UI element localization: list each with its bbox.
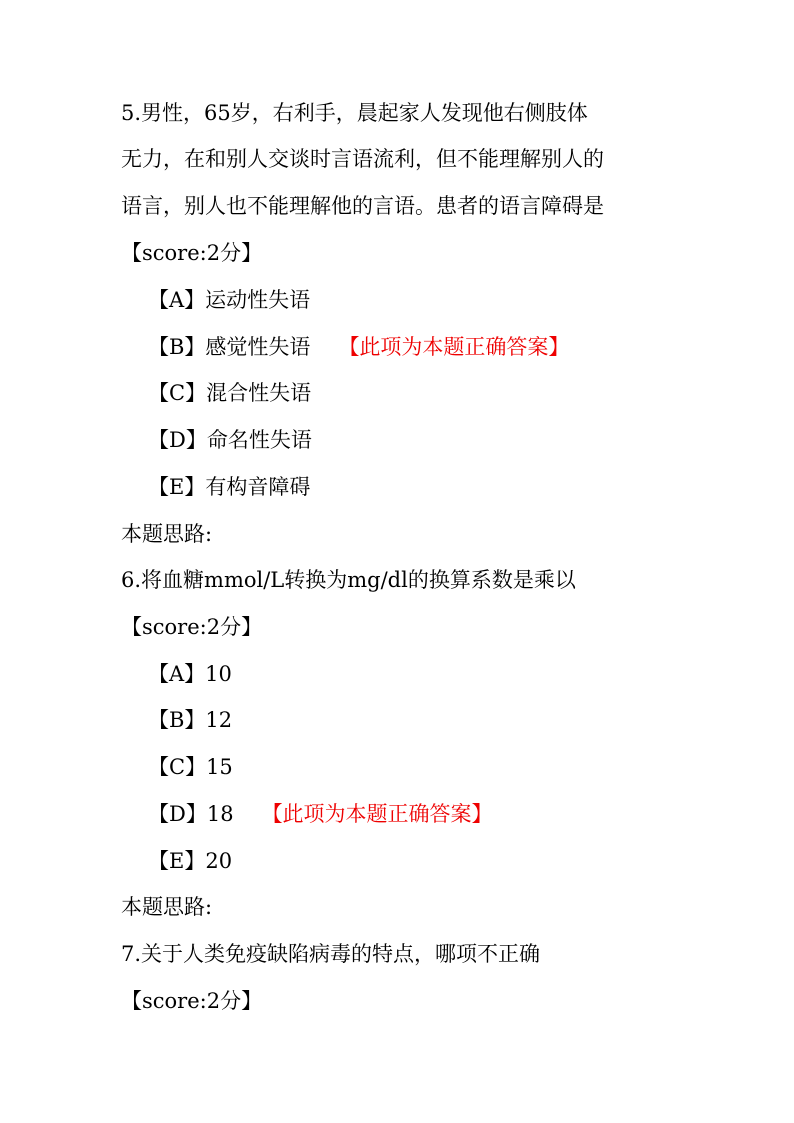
q6-option-e bbox=[148, 846, 232, 876]
q5-option-d bbox=[148, 425, 312, 455]
q6-stem-line-1: 6.将血糖mmol/L转换为mg/dl的换算系数是乘以 bbox=[121, 568, 576, 592]
q5-stem-line-2: 无力，在和别人交谈时言语流利，但不能理解别人的 bbox=[121, 147, 604, 171]
option-label: 【A】运动性失语 bbox=[148, 288, 311, 312]
q6-score: 【score:2分】 bbox=[121, 615, 263, 639]
q6-option-c bbox=[148, 752, 233, 782]
option-label: 【A】10 bbox=[148, 662, 232, 686]
option-label: 【C】15 bbox=[148, 755, 233, 779]
option-label: 【B】感觉性失语 bbox=[148, 335, 311, 359]
q6-option-b bbox=[148, 705, 232, 735]
q5-option-b bbox=[148, 332, 569, 362]
option-label: 【D】命名性失语 bbox=[148, 428, 312, 452]
option-label: 【D】18 bbox=[148, 802, 234, 826]
correct-answer-marker: 【此项为本题正确答案】 bbox=[338, 335, 570, 359]
q5-analysis: 本题思路: bbox=[121, 522, 213, 546]
q5-score: 【score:2分】 bbox=[121, 241, 263, 265]
correct-answer-marker: 【此项为本题正确答案】 bbox=[261, 802, 493, 826]
q6-option-d bbox=[148, 799, 493, 829]
q5-option-e bbox=[148, 472, 310, 502]
q5-stem-line-1: 5.男性，65岁，右利手，晨起家人发现他右侧肢体 bbox=[121, 101, 588, 125]
option-label: 【E】有构音障碍 bbox=[148, 475, 311, 499]
q7-score: 【score:2分】 bbox=[121, 989, 263, 1013]
option-label: 【C】混合性失语 bbox=[148, 381, 312, 405]
q5-option-a bbox=[148, 285, 310, 315]
option-label: 【E】20 bbox=[148, 849, 233, 873]
q6-analysis: 本题思路: bbox=[121, 895, 213, 919]
q7-stem-line-1: 7.关于人类免疫缺陷病毒的特点，哪项不正确 bbox=[121, 942, 541, 966]
option-label: 【B】12 bbox=[148, 708, 233, 732]
q6-option-a bbox=[148, 659, 232, 689]
q5-stem-line-3: 语言，别人也不能理解他的言语。患者的语言障碍是 bbox=[121, 194, 604, 218]
q5-option-c bbox=[148, 378, 311, 408]
